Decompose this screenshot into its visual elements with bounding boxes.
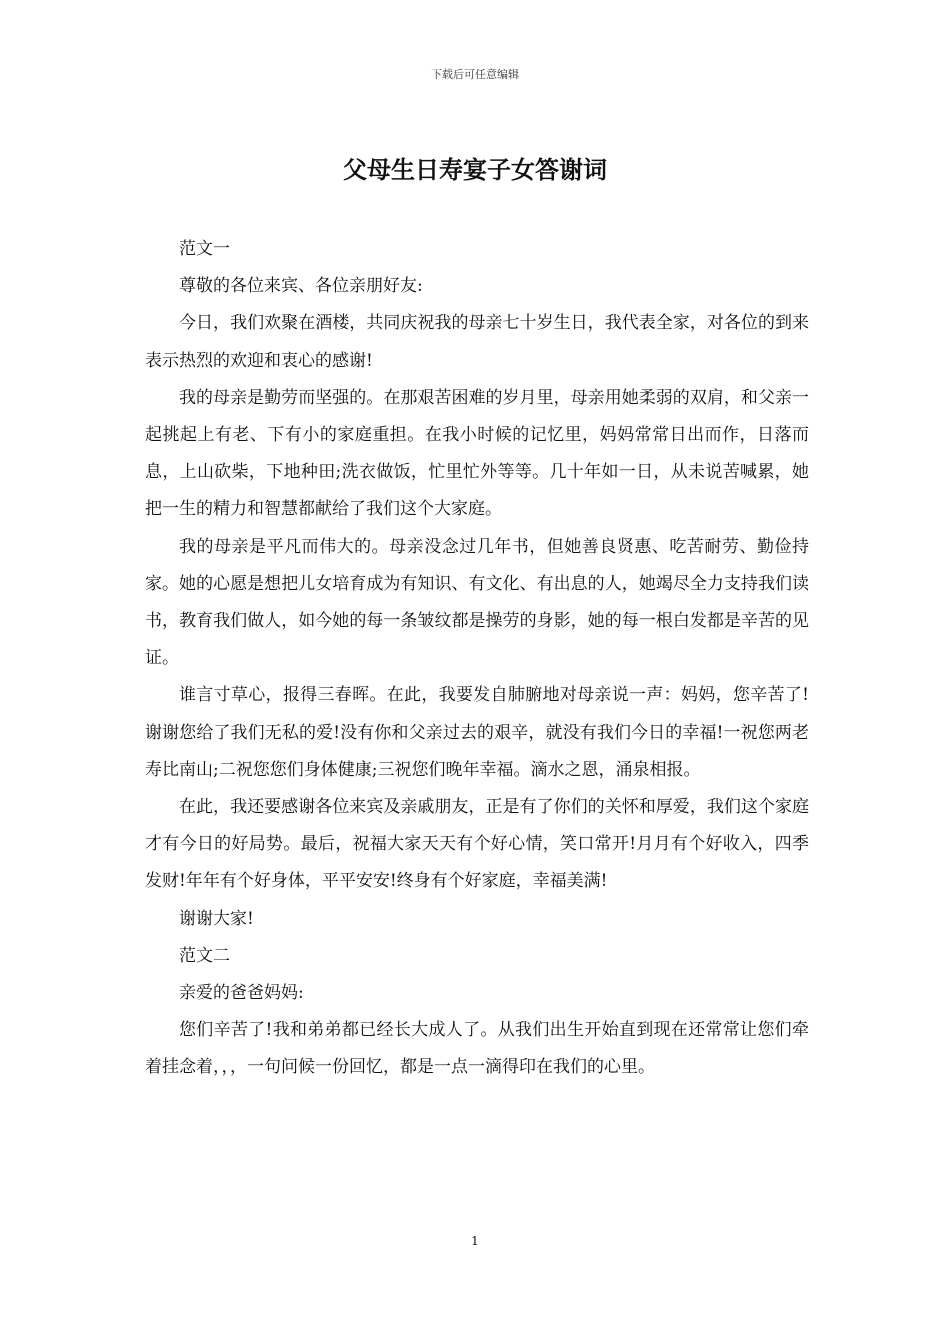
paragraph-greeting: 尊敬的各位来宾、各位亲朋好友:: [179, 276, 423, 297]
paragraph-hardworking-mother: 我的母亲是勤劳而坚强的。在那艰苦困难的岁月里，母亲用她柔弱的双肩，和父亲一起挑起上有老、下有小的家庭重担。在我小时候的记忆里，妈妈常常日出而作，日落而息，上山砍柴，下地种田;洗衣做饭，忙里忙外等等。几十年如一日，从未说苦喊累，她把一生的精力和智慧都献给了我们这个大家庭。: [145, 387, 809, 520]
header-note: 下载后可任意编辑: [431, 68, 519, 81]
paragraph-sample-2-heading: 范文二: [179, 945, 230, 966]
paragraph-great-mother: 我的母亲是平凡而伟大的。母亲没念过几年书，但她善良贤惠、吃苦耐劳、勤俭持家。她的心愿是想把儿女培育成为有知识、有文化、有出息的人，她竭尽全力支持我们读书，教育我们做人，如今她的每一条皱纹都是操劳的身影，她的每一根白发都是辛苦的见证。: [145, 536, 809, 669]
paragraph-growing-up: 您们辛苦了!我和弟弟都已经长大成人了。从我们出生开始直到现在还常常让您们牵着挂念着，，，一句问候一份回忆，都是一点一滴得印在我们的心里。: [145, 1020, 809, 1078]
paragraph-sample-1-heading: 范文一: [179, 239, 230, 259]
paragraph-closing: 谢谢大家!: [179, 908, 254, 929]
paragraph-thanks-guests: 在此，我还要感谢各位来宾及亲戚朋友，正是有了你们的关怀和厚爱，我们这个家庭才有今日的好局势。最后，祝福大家天天有个好心情，笑口常开!月月有个好收入，四季发财!年年有个好身体，平平安安!终身有个好家庭，幸福美满!: [145, 797, 809, 892]
paragraph-dear-parents: 亲爱的爸爸妈妈:: [179, 983, 304, 1004]
document-title: 父母生日寿宴子女答谢词: [343, 155, 607, 184]
paragraph-gratitude: 谁言寸草心，报得三春晖。在此，我要发自肺腑地对母亲说一声：妈妈，您辛苦了!谢谢您给了我们无私的爱!没有你和父亲过去的艰辛，就没有我们今日的幸福!一祝您两老寿比南山;二祝您您们身体健康;三祝您们晚年幸福。滴水之恩，涌泉相报。: [145, 685, 809, 780]
page-number: 1: [471, 1234, 479, 1248]
document-body: [145, 231, 809, 1087]
paragraph-welcome: 今日，我们欢聚在酒楼，共同庆祝我的母亲七十岁生日，我代表全家，对各位的到来表示热烈的欢迎和衷心的感谢!: [145, 313, 809, 371]
